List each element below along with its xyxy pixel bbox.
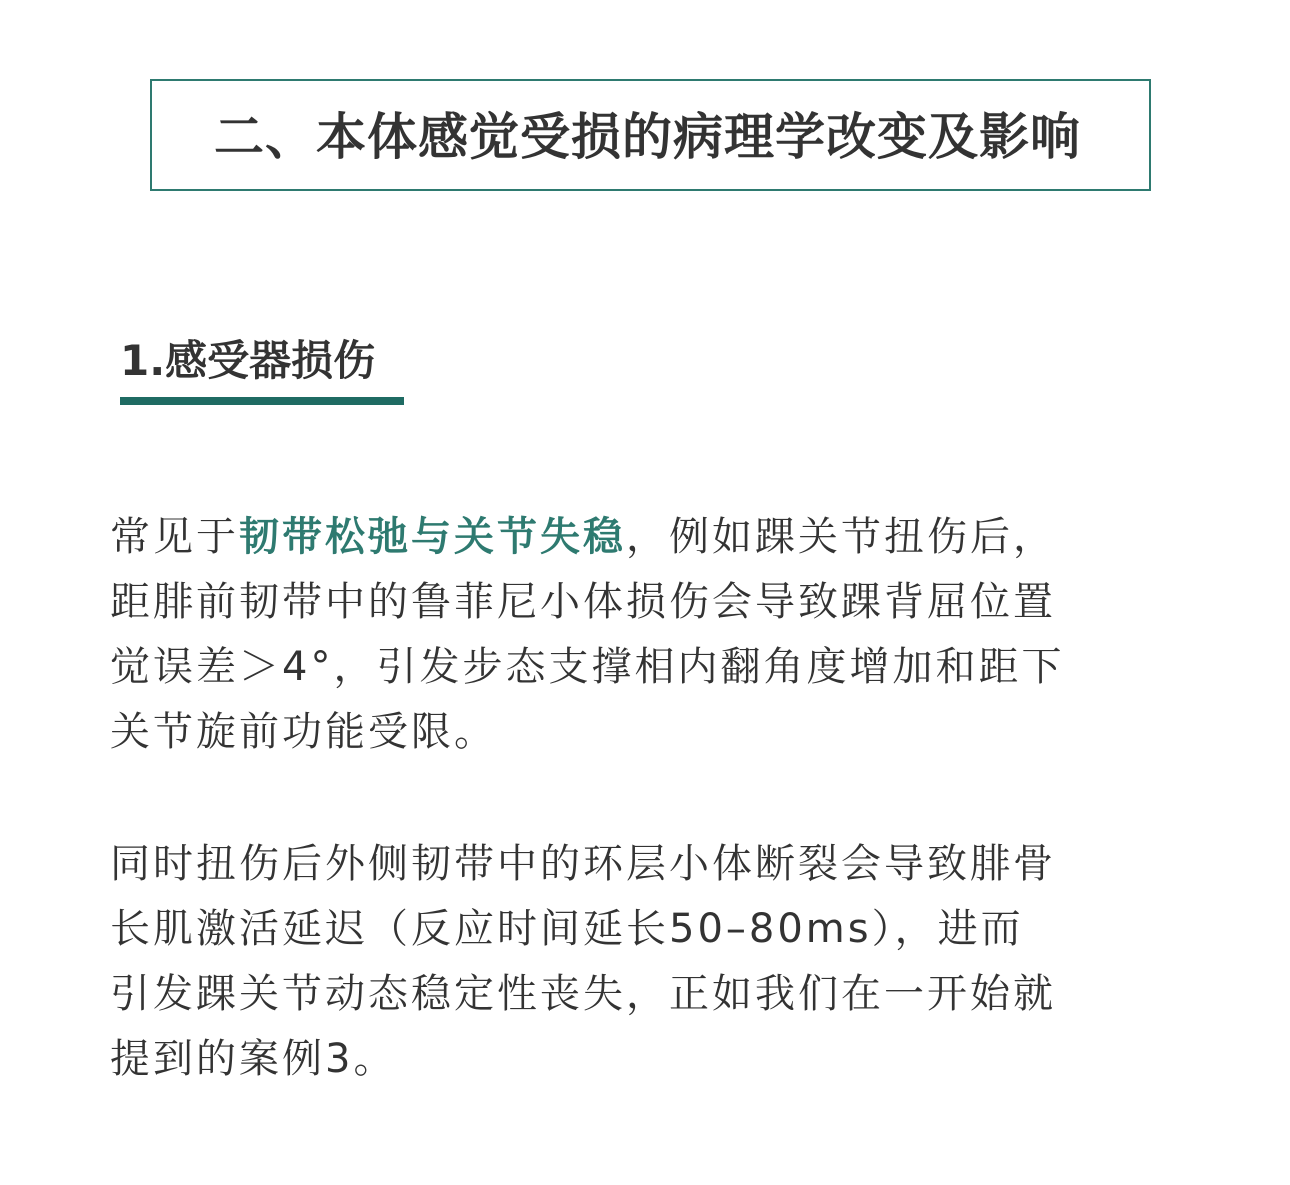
subsection-header — [120, 335, 375, 387]
paragraph1-line4: 关节旋前功能受限。 — [110, 709, 497, 755]
subsection-title: 1.感受器损伤 — [120, 336, 376, 385]
paragraph-receptor-damage — [110, 505, 1190, 765]
paragraph2-line3: 引发踝关节动态稳定性丧失，正如我们在一开始就 — [110, 971, 1056, 1017]
section-title: 二、本体感觉受损的病理学改变及影响 — [214, 108, 1081, 166]
paragraph-lamellar-corpuscle — [110, 832, 1190, 1092]
section-title-box — [150, 79, 1151, 191]
paragraph1-line2: 距腓前韧带中的鲁菲尼小体损伤会导致踝背屈位置 — [110, 579, 1056, 625]
paragraph2-line4: 提到的案例3。 — [110, 1036, 397, 1082]
paragraph1-line3: 觉误差＞4°，引发步态支撑相内翻角度增加和距下 — [110, 644, 1065, 690]
paragraph2-line1: 同时扭伤后外侧韧带中的环层小体断裂会导致腓骨 — [110, 841, 1056, 887]
paragraph1-lead: 常见于 — [110, 514, 239, 560]
subsection-underline — [120, 397, 404, 405]
paragraph1-line1-rest: ，例如踝关节扭伤后， — [626, 514, 1056, 560]
highlight-term: 韧带松弛与关节失稳 — [239, 514, 626, 560]
paragraph2-line2: 长肌激活延迟（反应时间延长50–80ms），进而 — [110, 906, 1024, 952]
